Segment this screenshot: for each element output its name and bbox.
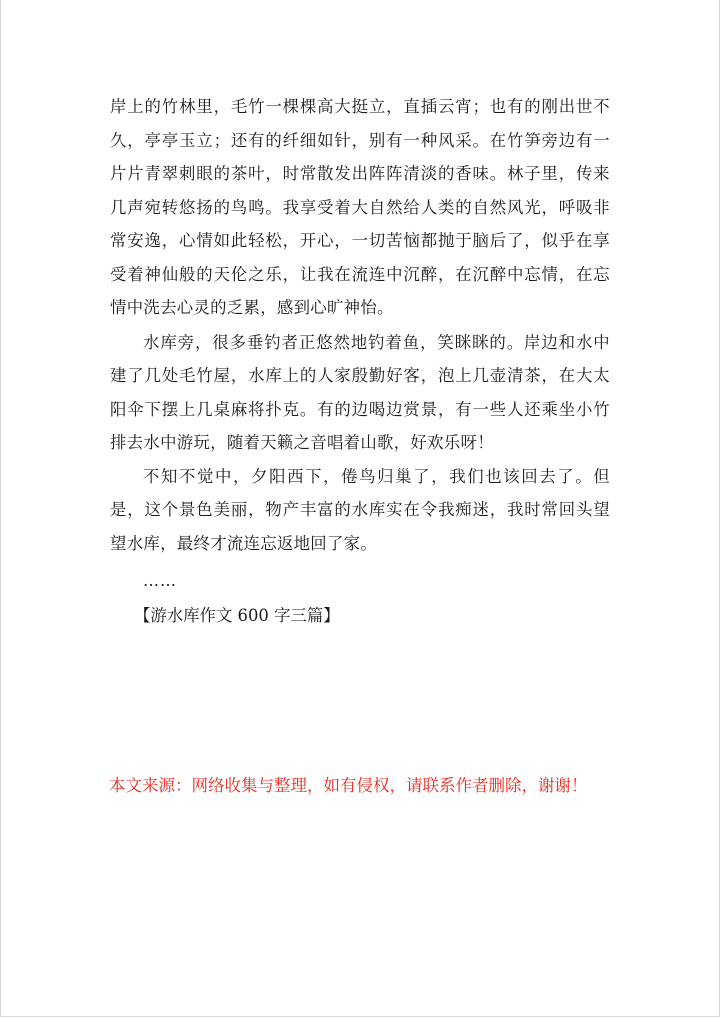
document-body (110, 90, 610, 632)
paragraph-reservoir-side: 水库旁，很多垂钓者正悠然地钓着鱼，笑眯眯的。岸边和水中建了几处毛竹屋，水库上的人家殷勤好客，泡上几壶清茶，在大太阳伞下摆上几桌麻将扑克。有的边喝边赏景，有一些人还乘坐小竹排去水中游玩，随着天籁之音唱着山歌，好欢乐呀！ (110, 332, 610, 452)
paragraph-bamboo-forest: 岸上的竹林里，毛竹一棵棵高大挺立，直插云宵；也有的刚出世不久，亭亭玉立；还有的纤细如针，别有一种风采。在竹笋旁边有一片片青翠刺眼的茶叶，时常散发出阵阵清淡的香味。林子里，传来几声宛转悠扬的鸟鸣。我享受着大自然给人类的自然风光，呼吸非常安逸，心情如此轻松，开心，一切苦恼都抛于脑后了，似乎在享受着神仙般的天伦之乐，让我在流连中沉醉，在沉醉中忘情，在忘情中洗去心灵的乏累，感到心旷神怡。 (110, 97, 610, 317)
source-note: 本文来源：网络收集与整理，如有侵权，请联系作者删除，谢谢！ (109, 776, 588, 795)
paragraph-sunset-return: 不知不觉中，夕阳西下，倦鸟归巢了，我们也该回去了。但是，这个景色美丽，物产丰富的水库实在令我痴迷，我时常回头望望水库，最终才流连忘返地回了家。 (110, 466, 610, 553)
ellipsis: …… (143, 571, 177, 590)
article-title: 【游水库作文 600 字三篇】 (134, 606, 340, 625)
